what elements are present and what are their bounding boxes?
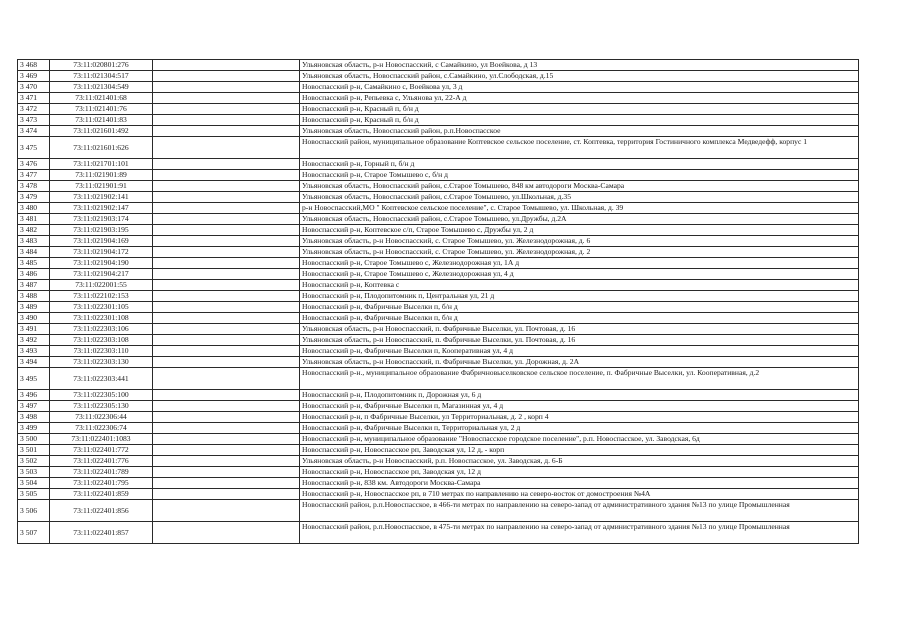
- table-row: [18, 522, 859, 544]
- row-number-cell: 3 485: [18, 258, 50, 269]
- cadastral-number-cell: 73:11:022301:105: [50, 302, 153, 313]
- cadastral-number-cell: 73:11:021904:172: [50, 247, 153, 258]
- row-number-cell: 3 500: [18, 434, 50, 445]
- address-cell: Новоспасский р-н, муниципальное образование "Новоспасское городское поселение", р.п. Новоспасское, ул. Заводская, 6д: [300, 434, 859, 445]
- table-row: [18, 126, 859, 137]
- row-number-cell: 3 475: [18, 137, 50, 159]
- row-number-cell: 3 499: [18, 423, 50, 434]
- empty-cell: [153, 302, 300, 313]
- row-number-cell: 3 488: [18, 291, 50, 302]
- empty-cell: [153, 489, 300, 500]
- cadastral-number-cell: 73:11:022305:100: [50, 390, 153, 401]
- empty-cell: [153, 225, 300, 236]
- row-number-cell: 3 496: [18, 390, 50, 401]
- address-cell: Ульяновская область, Новоспасский район, с.Старое Томышево, ул.Дружбы, д.2А: [300, 214, 859, 225]
- empty-cell: [153, 137, 300, 159]
- row-number-cell: 3 470: [18, 82, 50, 93]
- empty-cell: [153, 269, 300, 280]
- table-row: [18, 93, 859, 104]
- address-cell: Ульяновская область, р-н Новоспасский, п. Фабричные Выселки, ул. Дорожная, д. 2А: [300, 357, 859, 368]
- cadastral-number-cell: 73:11:022303:130: [50, 357, 153, 368]
- row-number-cell: 3 506: [18, 500, 50, 522]
- cadastral-number-cell: 73:11:022303:108: [50, 335, 153, 346]
- table-row: [18, 104, 859, 115]
- address-cell: Новоспасский р-н, Фабричные Выселки п, Территориальная ул, 2 д: [300, 423, 859, 434]
- address-cell: Новоспасский р-н, Фабричные Выселки п, Магазинная ул, 4 д: [300, 401, 859, 412]
- empty-cell: [153, 412, 300, 423]
- row-number-cell: 3 472: [18, 104, 50, 115]
- table-row: [18, 60, 859, 71]
- table-row: [18, 192, 859, 203]
- address-cell: Ульяновская область, р-н Новоспасский, п. Фабричные Выселки, ул. Почтовая, д. 16: [300, 335, 859, 346]
- table-row: [18, 467, 859, 478]
- table-row: [18, 291, 859, 302]
- address-cell: Новоспасский р-н, Фабричные Выселки п, б/н д: [300, 313, 859, 324]
- address-cell: Новоспасский р-н, Новоспасское рп, в 710 метрах по направлению на северо-восток от домостроения №4А: [300, 489, 859, 500]
- table-row: [18, 335, 859, 346]
- table-row: [18, 302, 859, 313]
- address-cell: р-н Новоспасский,МО " Коптевское сельское поселение", с. Старое Томышево, ул. Школьная, д. 39: [300, 203, 859, 214]
- table-row: [18, 203, 859, 214]
- address-cell: Новоспасский р-н., муниципальное образование Фабричновыселковское сельское поселение, п. Фабричные Выселки, ул. Кооперативная, д.2: [300, 368, 859, 390]
- address-cell: Новоспасский р-н, Красный п, б/н д: [300, 115, 859, 126]
- row-number-cell: 3 484: [18, 247, 50, 258]
- empty-cell: [153, 324, 300, 335]
- table-row: [18, 115, 859, 126]
- table-row: [18, 445, 859, 456]
- row-number-cell: 3 473: [18, 115, 50, 126]
- empty-cell: [153, 456, 300, 467]
- address-cell: Новоспасский р-н, Старое Томышево с, б/н д: [300, 170, 859, 181]
- table-row: [18, 434, 859, 445]
- row-number-cell: 3 492: [18, 335, 50, 346]
- row-number-cell: 3 476: [18, 159, 50, 170]
- cadastral-number-cell: 73:11:021304:549: [50, 82, 153, 93]
- table-row: [18, 390, 859, 401]
- table-row: [18, 357, 859, 368]
- cadastral-number-cell: 73:11:021401:83: [50, 115, 153, 126]
- table-row: [18, 346, 859, 357]
- cadastral-number-cell: 73:11:022401:776: [50, 456, 153, 467]
- address-cell: Новоспасский р-н, Старое Томышево с, Железнодорожная ул, 4 д: [300, 269, 859, 280]
- address-cell: Ульяновская область, р-н Новоспасский, р.п. Новоспасское, ул. Заводская, д. 6-Б: [300, 456, 859, 467]
- empty-cell: [153, 478, 300, 489]
- table-row: [18, 324, 859, 335]
- cadastral-number-cell: 73:11:020801:276: [50, 60, 153, 71]
- cadastral-number-cell: 73:11:021902:141: [50, 192, 153, 203]
- address-cell: Новоспасский р-н, Красный п, б/н д: [300, 104, 859, 115]
- row-number-cell: 3 503: [18, 467, 50, 478]
- table-row: [18, 214, 859, 225]
- empty-cell: [153, 357, 300, 368]
- address-cell: Ульяновская область, р-н Новоспасский, с. Старое Томышево, ул. Железнодорожная, д. 6: [300, 236, 859, 247]
- row-number-cell: 3 474: [18, 126, 50, 137]
- row-number-cell: 3 495: [18, 368, 50, 390]
- row-number-cell: 3 493: [18, 346, 50, 357]
- cadastral-number-cell: 73:11:021903:195: [50, 225, 153, 236]
- table-row: [18, 247, 859, 258]
- empty-cell: [153, 60, 300, 71]
- address-cell: Новоспасский р-н, 838 км. Автодороги Москва-Самара: [300, 478, 859, 489]
- registry-sheet: [17, 59, 859, 544]
- row-number-cell: 3 478: [18, 181, 50, 192]
- row-number-cell: 3 491: [18, 324, 50, 335]
- address-cell: Новоспасский р-н, Самайкино с, Воейкова ул, 3 д: [300, 82, 859, 93]
- cadastral-number-cell: 73:11:022306:44: [50, 412, 153, 423]
- cadastral-number-cell: 73:11:022401:789: [50, 467, 153, 478]
- table-row: [18, 137, 859, 159]
- address-cell: Ульяновская область, р-н Новоспасский, с Самайкино, ул Воейкова, д 13: [300, 60, 859, 71]
- address-cell: Новоспасский р-н, Горный п, б/н д: [300, 159, 859, 170]
- empty-cell: [153, 390, 300, 401]
- cadastral-number-cell: 73:11:022301:108: [50, 313, 153, 324]
- address-cell: Ульяновская область, Новоспасский район, с.Старое Томышево, ул.Школьная, д.35: [300, 192, 859, 203]
- table-row: [18, 313, 859, 324]
- table-row: [18, 280, 859, 291]
- cadastral-number-cell: 73:11:022303:441: [50, 368, 153, 390]
- row-number-cell: 3 483: [18, 236, 50, 247]
- empty-cell: [153, 203, 300, 214]
- address-cell: Новоспасский район, муниципальное образование Коптевское сельское поселение, ст. Коптевка, территория Гостиничного комплекса Медведефф, корпус 1: [300, 137, 859, 159]
- cadastral-number-cell: 73:11:021401:76: [50, 104, 153, 115]
- empty-cell: [153, 214, 300, 225]
- row-number-cell: 3 505: [18, 489, 50, 500]
- row-number-cell: 3 501: [18, 445, 50, 456]
- cadastral-number-cell: 73:11:021701:101: [50, 159, 153, 170]
- cadastral-number-cell: 73:11:022401:795: [50, 478, 153, 489]
- cadastral-number-cell: 73:11:022303:110: [50, 346, 153, 357]
- cadastral-number-cell: 73:11:021901:91: [50, 181, 153, 192]
- row-number-cell: 3 490: [18, 313, 50, 324]
- address-cell: Новоспасский р-н, Репьевка с, Ульянова ул, 22-А д: [300, 93, 859, 104]
- table-row: [18, 423, 859, 434]
- address-cell: Новоспасский р-н, Новоспасское рп, Заводская ул, 12 д: [300, 467, 859, 478]
- address-cell: Новоспасский р-н, Фабричные Выселки п, Кооперативная ул, 4 д: [300, 346, 859, 357]
- address-cell: Новоспасский р-н, Старое Томышево с, Железнодорожная ул, 1А д: [300, 258, 859, 269]
- address-cell: Новоспасский район, р.п.Новоспасское, в 466-ти метрах по направлению на северо-запад от административного здания №13 по улице Промышленная: [300, 500, 859, 522]
- empty-cell: [153, 170, 300, 181]
- empty-cell: [153, 423, 300, 434]
- address-cell: Ульяновская область, р-н Новоспасский, п. Фабричные Выселки, ул. Почтовая, д. 16: [300, 324, 859, 335]
- cadastral-number-cell: 73:11:022401:856: [50, 500, 153, 522]
- empty-cell: [153, 236, 300, 247]
- address-cell: Новоспасский р-н, Коптевка с: [300, 280, 859, 291]
- table-row: [18, 181, 859, 192]
- empty-cell: [153, 82, 300, 93]
- row-number-cell: 3 468: [18, 60, 50, 71]
- address-cell: Ульяновская область, Новоспасский район, с.Старое Томышево, 848 км автодороги Москва-Самара: [300, 181, 859, 192]
- empty-cell: [153, 445, 300, 456]
- row-number-cell: 3 480: [18, 203, 50, 214]
- empty-cell: [153, 104, 300, 115]
- cadastral-number-cell: 73:11:022401:1083: [50, 434, 153, 445]
- table-row: [18, 456, 859, 467]
- address-cell: Ульяновская область, р-н Новоспасский, с. Старое Томышево, ул. Железнодорожная, д. 2: [300, 247, 859, 258]
- empty-cell: [153, 247, 300, 258]
- table-row: [18, 269, 859, 280]
- row-number-cell: 3 489: [18, 302, 50, 313]
- empty-cell: [153, 115, 300, 126]
- row-number-cell: 3 498: [18, 412, 50, 423]
- empty-cell: [153, 335, 300, 346]
- table-row: [18, 82, 859, 93]
- cadastral-number-cell: 73:11:022305:130: [50, 401, 153, 412]
- table-row: [18, 489, 859, 500]
- cadastral-number-cell: 73:11:021904:169: [50, 236, 153, 247]
- empty-cell: [153, 71, 300, 82]
- cadastral-number-cell: 73:11:022306:74: [50, 423, 153, 434]
- address-cell: Новоспасский р-н, Коптевское с/п, Старое Томышево с, Дружбы ул, 2 д: [300, 225, 859, 236]
- empty-cell: [153, 192, 300, 203]
- address-cell: Новоспасский р-н, Плодопитомник п, Дорожная ул, 6 д: [300, 390, 859, 401]
- cadastral-number-cell: 73:11:022401:772: [50, 445, 153, 456]
- registry-table: [17, 59, 859, 544]
- cadastral-number-cell: 73:11:021904:190: [50, 258, 153, 269]
- table-row: [18, 401, 859, 412]
- address-cell: Новоспасский район, р.п.Новоспасское, в 475-ти метрах по направлению на северо-запад от административного здания №13 по улице Промышленная: [300, 522, 859, 544]
- address-cell: Новоспасский р-н, Плодопитомник п, Центральная ул, 21 д: [300, 291, 859, 302]
- row-number-cell: 3 504: [18, 478, 50, 489]
- table-row: [18, 159, 859, 170]
- empty-cell: [153, 500, 300, 522]
- cadastral-number-cell: 73:11:021903:174: [50, 214, 153, 225]
- cadastral-number-cell: 73:11:021902:147: [50, 203, 153, 214]
- empty-cell: [153, 291, 300, 302]
- cadastral-number-cell: 73:11:021901:89: [50, 170, 153, 181]
- table-row: [18, 258, 859, 269]
- empty-cell: [153, 280, 300, 291]
- row-number-cell: 3 507: [18, 522, 50, 544]
- cadastral-number-cell: 73:11:022401:857: [50, 522, 153, 544]
- table-row: [18, 412, 859, 423]
- row-number-cell: 3 494: [18, 357, 50, 368]
- address-cell: Новоспасский р-н, Фабричные Выселки п, б/н д: [300, 302, 859, 313]
- cadastral-number-cell: 73:11:021304:517: [50, 71, 153, 82]
- cadastral-number-cell: 73:11:022102:153: [50, 291, 153, 302]
- address-cell: Новоспасский р-н, п Фабричные Выселки, ул Территориальная, д. 2 , корп 4: [300, 412, 859, 423]
- empty-cell: [153, 258, 300, 269]
- empty-cell: [153, 434, 300, 445]
- cadastral-number-cell: 73:11:021401:68: [50, 93, 153, 104]
- cadastral-number-cell: 73:11:021601:626: [50, 137, 153, 159]
- row-number-cell: 3 486: [18, 269, 50, 280]
- empty-cell: [153, 93, 300, 104]
- row-number-cell: 3 477: [18, 170, 50, 181]
- row-number-cell: 3 471: [18, 93, 50, 104]
- empty-cell: [153, 126, 300, 137]
- row-number-cell: 3 481: [18, 214, 50, 225]
- row-number-cell: 3 479: [18, 192, 50, 203]
- cadastral-number-cell: 73:11:021904:217: [50, 269, 153, 280]
- empty-cell: [153, 346, 300, 357]
- table-row: [18, 71, 859, 82]
- table-row: [18, 478, 859, 489]
- table-row: [18, 368, 859, 390]
- address-cell: Ульяновская область, Новоспасский район, р.п.Новоспасское: [300, 126, 859, 137]
- empty-cell: [153, 522, 300, 544]
- cadastral-number-cell: 73:11:022303:106: [50, 324, 153, 335]
- empty-cell: [153, 313, 300, 324]
- cadastral-number-cell: 73:11:022001:55: [50, 280, 153, 291]
- table-row: [18, 236, 859, 247]
- empty-cell: [153, 401, 300, 412]
- empty-cell: [153, 159, 300, 170]
- row-number-cell: 3 497: [18, 401, 50, 412]
- row-number-cell: 3 502: [18, 456, 50, 467]
- address-cell: Новоспасский р-н, Новоспасское рп, Заводская ул, 12 д, - корп: [300, 445, 859, 456]
- cadastral-number-cell: 73:11:022401:859: [50, 489, 153, 500]
- row-number-cell: 3 482: [18, 225, 50, 236]
- cadastral-number-cell: 73:11:021601:492: [50, 126, 153, 137]
- empty-cell: [153, 181, 300, 192]
- row-number-cell: 3 469: [18, 71, 50, 82]
- empty-cell: [153, 368, 300, 390]
- table-row: [18, 170, 859, 181]
- table-row: [18, 500, 859, 522]
- row-number-cell: 3 487: [18, 280, 50, 291]
- empty-cell: [153, 467, 300, 478]
- address-cell: Ульяновская область, Новоспасский район, с.Самайкино, ул.Слободская, д.15: [300, 71, 859, 82]
- table-row: [18, 225, 859, 236]
- registry-rows: [18, 60, 859, 544]
